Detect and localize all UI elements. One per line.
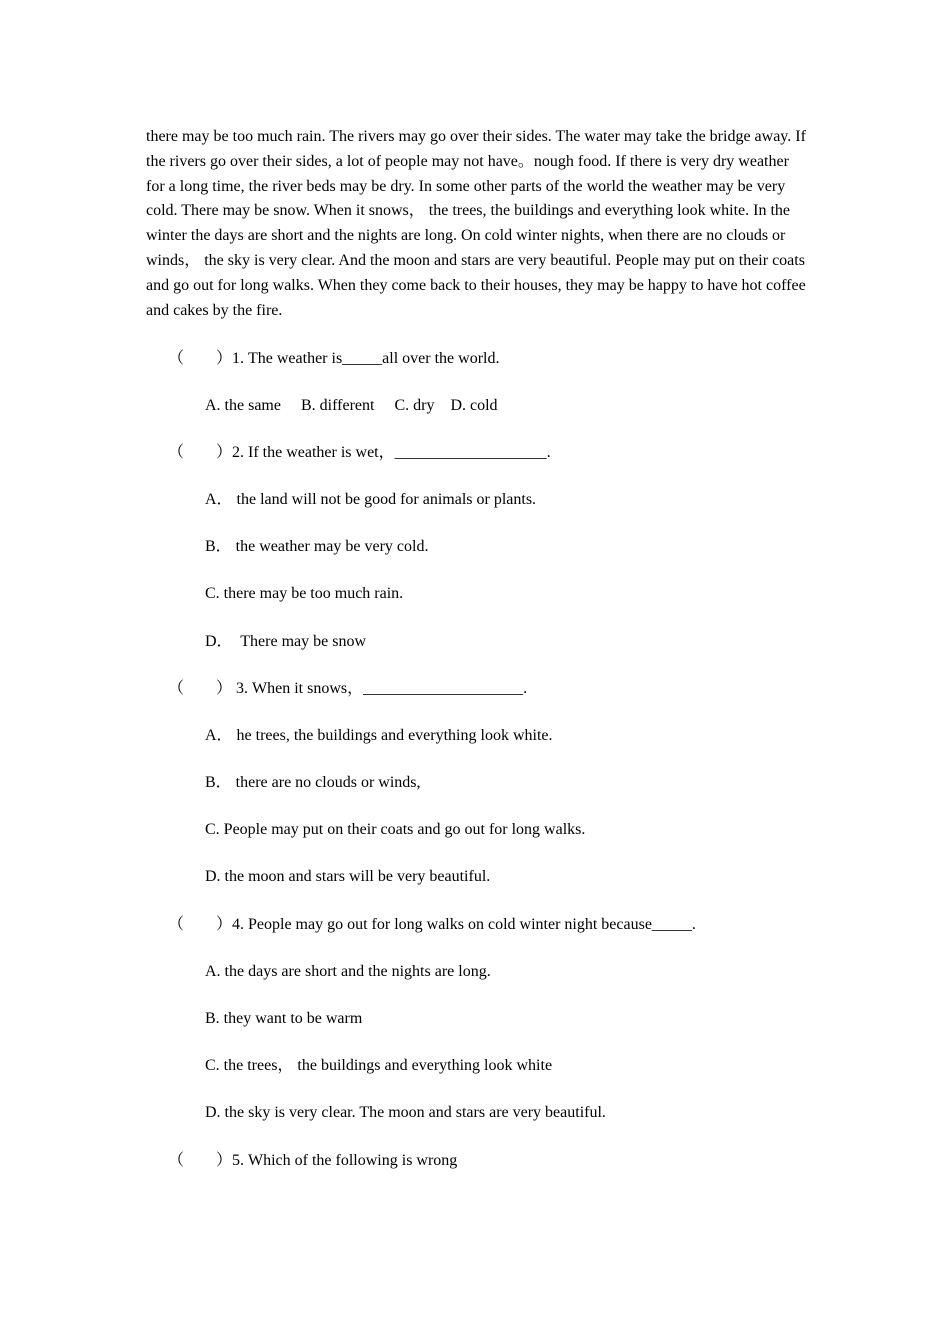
question-3-option-c: C. People may put on their coats and go out for long walks. bbox=[205, 821, 586, 838]
question-4-option-b: B. they want to be warm bbox=[205, 1010, 363, 1027]
question-4-option-a: A. the days are short and the nights are long. bbox=[205, 963, 491, 980]
question-4-stem: （ ）4. People may go out for long walks on cold winter night because_____. bbox=[168, 916, 696, 933]
question-3-option-b: B． there are no clouds or winds, bbox=[205, 774, 421, 791]
question-2-option-a: A． the land will not be good for animals or plants. bbox=[205, 491, 537, 508]
question-4-option-d: D. the sky is very clear. The moon and stars are very beautiful. bbox=[205, 1104, 606, 1121]
question-4-option-c: C. the trees， the buildings and everything look white bbox=[205, 1057, 553, 1074]
question-2-option-d: D． There may be snow bbox=[205, 633, 367, 650]
question-2-option-c: C. there may be too much rain. bbox=[205, 585, 404, 602]
question-2-option-b: B． the weather may be very cold. bbox=[205, 538, 429, 555]
question-1-options: A. the same B. different C. dry D. cold bbox=[205, 397, 498, 414]
question-3-stem: （ ） 3. When it snows，____________________. bbox=[168, 680, 528, 697]
reading-passage: there may be too much rain. The rivers may go over their sides. The water may take the bridge away. If the rivers go over their sides, a lot of people may not have。nough food. If there is very dry weather for a long time, the river beds may be dry. In some other parts of the world the weather may be very cold. There may be snow. When it snows， the trees, the buildings and everything look white. In the winter the days are short and the nights are long. On cold winter nights, when there are no clouds or winds， the sky is very clear. And the moon and stars are very beautiful. People may put on their coats and go out for long walks. When they come back to their houses, they may be happy to have hot coffee and cakes by the fire. bbox=[146, 128, 806, 319]
question-5-stem: （ ）5. Which of the following is wrong bbox=[168, 1152, 458, 1169]
question-1-stem: （ ）1. The weather is_____all over the world. bbox=[168, 350, 500, 367]
question-2-stem: （ ）2. If the weather is wet，___________________. bbox=[168, 444, 551, 461]
question-3-option-a: A． he trees, the buildings and everything look white. bbox=[205, 727, 553, 744]
question-3-option-d: D. the moon and stars will be very beautiful. bbox=[205, 868, 491, 885]
